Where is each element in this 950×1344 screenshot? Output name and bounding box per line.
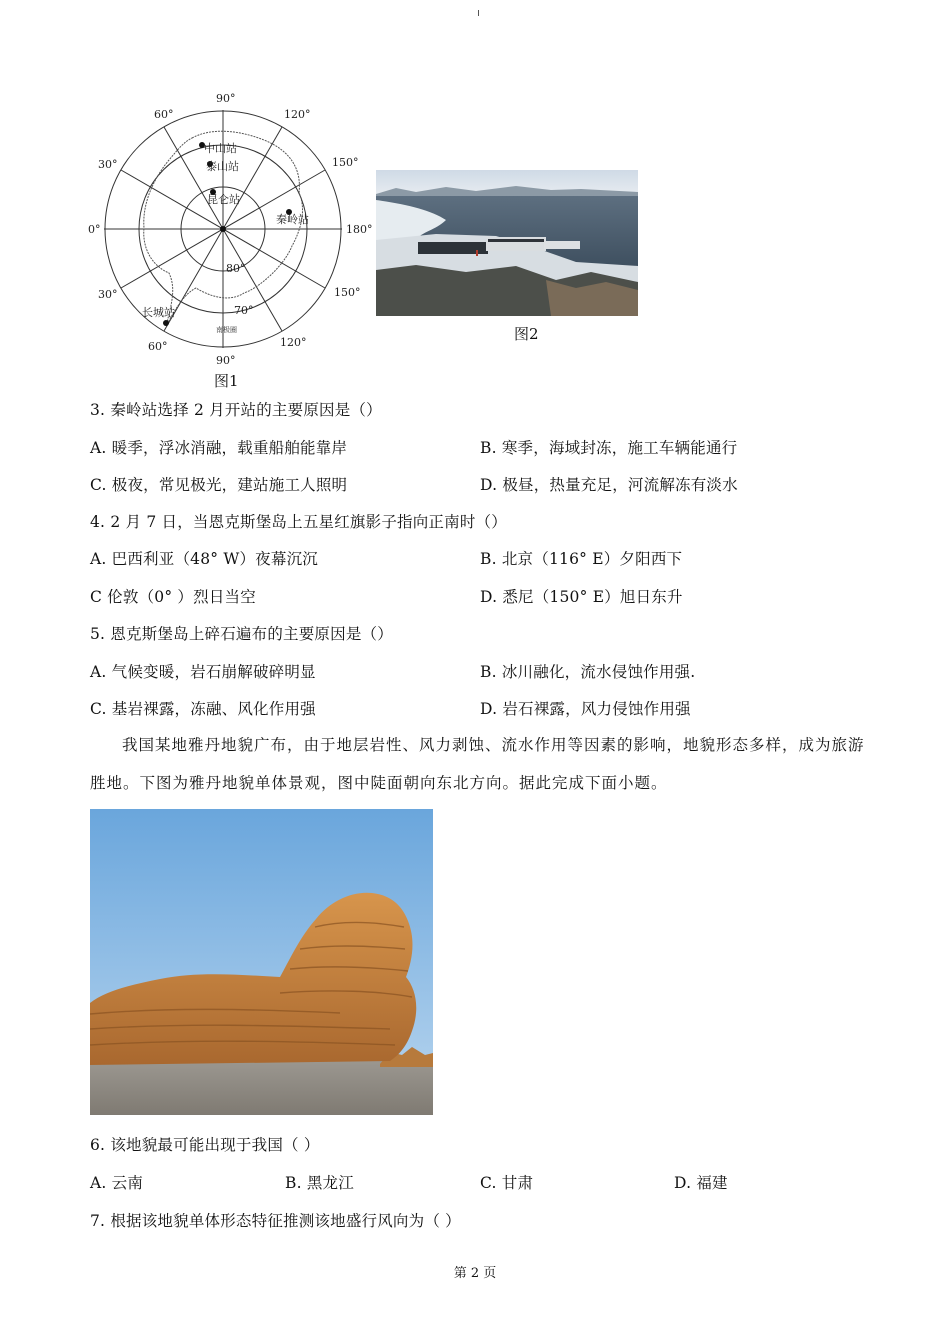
q4-option-c: C 伦敦（0° ）烈日当空 — [90, 588, 256, 606]
figure1-caption: 图1 — [214, 372, 239, 390]
lon-label-0: 0° — [88, 223, 101, 236]
page-number: 第 2 页 — [453, 1266, 497, 1281]
q6-option-c: C. 甘肃 — [480, 1174, 534, 1192]
lon-label-30-bottom: 30° — [98, 288, 118, 301]
lon-label-120-top: 120° — [284, 108, 311, 121]
q6-option-d: D. 福建 — [674, 1174, 728, 1192]
station-qinling-label: 秦岭站 — [276, 213, 309, 226]
lon-label-180: 180° — [346, 223, 373, 236]
lon-label-30-top: 30° — [98, 158, 118, 171]
station-taishan-label: 泰山站 — [206, 160, 239, 173]
lon-label-60-bottom: 60° — [148, 340, 168, 353]
lon-label-150-bottom: 150° — [334, 286, 361, 299]
q4-option-b: B. 北京（116° E）夕阳西下 — [480, 550, 683, 568]
lon-label-120-bottom: 120° — [280, 336, 307, 349]
yardang-intro-paragraph: 我国某地雅丹地貌广布，由于地层岩性、风力剥蚀、流水作用等因素的影响，地貌形态多样，成为旅游胜地。下图为雅丹地貌单体景观，图中陡面朝向东北方向。据此完成下面小题。 — [90, 736, 865, 792]
station-changcheng-label: 长城站 — [142, 306, 175, 319]
lon-label-150-top: 150° — [332, 156, 359, 169]
station-zhongshan-label: 中山站 — [204, 142, 237, 155]
q7-stem: 7. 根据该地貌单体形态特征推测该地盛行风向为（ ） — [90, 1212, 461, 1230]
qinling-station-photo — [376, 170, 638, 316]
q6-option-a: A. 云南 — [90, 1174, 144, 1192]
q3-option-c: C. 极夜，常见极光，建站施工人照明 — [90, 476, 348, 494]
lon-label-90-top: 90° — [216, 92, 236, 105]
q5-option-c: C. 基岩裸露，冻融、风化作用强 — [90, 700, 316, 718]
q3-stem: 3. 秦岭站选择 2 月开站的主要原因是（） — [90, 401, 382, 419]
q4-stem: 4. 2 月 7 日，当恩克斯堡岛上五星红旗影子指向正南时（） — [90, 513, 507, 531]
station-kunlun-label: 昆仑站 — [207, 193, 240, 206]
figure2-caption: 图2 — [514, 325, 539, 343]
page-top-mark — [478, 10, 479, 16]
q4-option-a: A. 巴西利亚（48° W）夜幕沉沉 — [90, 550, 318, 568]
q5-option-a: A. 气候变暖，岩石崩解破碎明显 — [90, 663, 316, 681]
q6-option-b: B. 黑龙江 — [285, 1174, 354, 1192]
q5-option-d: D. 岩石裸露，风力侵蚀作用强 — [480, 700, 691, 718]
lat-label-80: 80° — [226, 262, 246, 275]
antarctic-circle-label: 南极圈 — [216, 326, 237, 334]
q5-option-b: B. 冰川融化，流水侵蚀作用强. — [480, 663, 696, 681]
q6-stem: 6. 该地貌最可能出现于我国（ ） — [90, 1136, 320, 1154]
lon-label-60-top: 60° — [154, 108, 174, 121]
q3-option-b: B. 寒季，海域封冻，施工车辆能通行 — [480, 439, 738, 457]
q5-stem: 5. 恩克斯堡岛上碎石遍布的主要原因是（） — [90, 625, 393, 643]
antarctica-polar-map — [84, 88, 374, 368]
lon-label-90-bottom: 90° — [216, 354, 236, 367]
yardang-landform-photo — [90, 809, 433, 1115]
q3-option-a: A. 暖季，浮冰消融，载重船舶能靠岸 — [90, 439, 348, 457]
lat-label-70: 70° — [234, 304, 254, 317]
q4-option-d: D. 悉尼（150° E）旭日东升 — [480, 588, 683, 606]
q3-option-d: D. 极昼，热量充足，河流解冻有淡水 — [480, 476, 738, 494]
